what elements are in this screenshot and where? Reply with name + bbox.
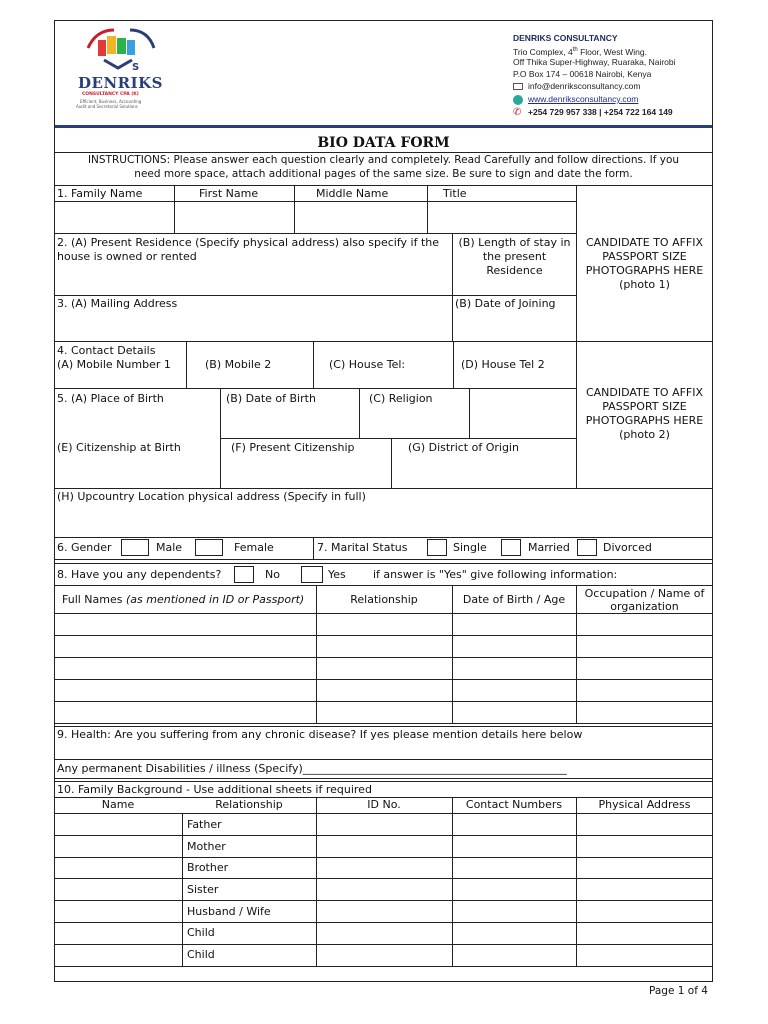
- place-of-birth-label: 5. (A) Place of Birth: [57, 392, 164, 405]
- dependents-row[interactable]: [55, 702, 712, 722]
- family-header-address: Physical Address: [598, 798, 691, 811]
- dependents-yes-checkbox[interactable]: [301, 566, 323, 583]
- family-relation-sister: Sister: [187, 883, 219, 896]
- photo-1-label: (photo 1): [619, 278, 670, 291]
- family-row[interactable]: [55, 836, 182, 856]
- place-of-birth-field[interactable]: [55, 407, 219, 437]
- citizenship-at-birth-label: (E) Citizenship at Birth: [57, 441, 181, 454]
- mobile-1-label: (A) Mobile Number 1: [57, 358, 171, 371]
- district-of-origin-field[interactable]: [392, 456, 575, 487]
- photo-1-label: PASSPORT SIZE: [602, 250, 687, 263]
- length-of-stay-label: the present: [482, 250, 547, 263]
- length-of-stay-label: (B) Length of stay in: [458, 236, 571, 249]
- present-citizenship-field[interactable]: [221, 456, 390, 487]
- family-row[interactable]: [55, 901, 182, 921]
- dependents-no-label: No: [265, 568, 280, 581]
- date-of-joining-field[interactable]: [453, 312, 575, 340]
- family-relation-spouse: Husband / Wife: [187, 905, 271, 918]
- upcountry-location-label: (H) Upcountry Location physical address (Specify in full): [57, 490, 366, 503]
- house-tel-field[interactable]: [314, 374, 452, 387]
- form-title: BIO DATA FORM: [317, 135, 450, 151]
- logo-tagline: Audit and Secretarial Solutions: [76, 104, 138, 109]
- marital-married-checkbox[interactable]: [501, 539, 521, 556]
- company-address: P.O Box 174 – 00618 Nairobi, Kenya: [513, 69, 652, 79]
- gender-female-checkbox[interactable]: [195, 539, 223, 556]
- marital-married-label: Married: [528, 541, 570, 554]
- date-of-joining-label: (B) Date of Joining: [455, 297, 556, 310]
- family-row[interactable]: [55, 814, 182, 834]
- company-address: Trio Complex, 4th Floor, West Wing.: [513, 46, 647, 57]
- middle-name-label: Middle Name: [316, 187, 389, 200]
- photo-1-label: PHOTOGRAPHS HERE: [585, 264, 704, 277]
- mobile-2-label: (B) Mobile 2: [205, 358, 272, 371]
- house-tel-2-field[interactable]: [454, 374, 575, 387]
- logo-sub: CONSULTANCY CPA (K): [82, 92, 139, 97]
- photo-2-label: PASSPORT SIZE: [602, 400, 687, 413]
- house-tel-label: (C) House Tel:: [329, 358, 406, 371]
- company-address: Off Thika Super-Highway, Ruaraka, Nairobi: [513, 57, 676, 67]
- dependents-row[interactable]: [55, 636, 712, 656]
- family-relation-mother: Mother: [187, 840, 226, 853]
- religion-label: (C) Religion: [369, 392, 433, 405]
- present-residence-field[interactable]: [55, 266, 451, 294]
- dependents-row[interactable]: [55, 680, 712, 700]
- present-residence-label: 2. (A) Present Residence (Specify physical address) also specify if the: [57, 236, 440, 249]
- family-name-field[interactable]: [55, 202, 173, 233]
- family-row[interactable]: [55, 879, 182, 899]
- family-header-relationship: Relationship: [215, 798, 283, 811]
- family-relation-child: Child: [187, 948, 215, 961]
- gender-male-checkbox[interactable]: [121, 539, 149, 556]
- upcountry-location-field[interactable]: [55, 506, 712, 536]
- photo-2-label: PHOTOGRAPHS HERE: [585, 414, 704, 427]
- gender-male-label: Male: [156, 541, 183, 554]
- svg-text:S: S: [132, 62, 140, 73]
- company-email[interactable]: info@denriksconsultancy.com: [528, 81, 641, 91]
- dependents-row[interactable]: [55, 658, 712, 678]
- phone-icon: ✆: [513, 107, 522, 118]
- photo-2-label: (photo 2): [619, 428, 670, 441]
- title-label: Title: [443, 187, 467, 200]
- dependents-row[interactable]: [55, 614, 712, 634]
- district-of-origin-label: (G) District of Origin: [408, 441, 519, 454]
- religion-field[interactable]: [360, 407, 468, 437]
- date-of-birth-field[interactable]: [221, 407, 358, 437]
- photo-2-label: CANDIDATE TO AFFIX: [585, 386, 704, 399]
- page-number: Page 1 of 4: [649, 985, 708, 997]
- dependents-no-checkbox[interactable]: [234, 566, 254, 583]
- mailing-address-label: 3. (A) Mailing Address: [57, 297, 178, 310]
- marital-single-checkbox[interactable]: [427, 539, 447, 556]
- family-background-title: 10. Family Background - Use additional sheets if required: [57, 783, 372, 796]
- contact-details-label: 4. Contact Details: [57, 344, 156, 357]
- length-of-stay-label: Residence: [486, 264, 543, 277]
- health-field[interactable]: [55, 744, 712, 758]
- family-header-contact: Contact Numbers: [465, 798, 563, 811]
- dependents-header-occupation: organization: [610, 600, 679, 613]
- marital-single-label: Single: [453, 541, 487, 554]
- marital-divorced-label: Divorced: [603, 541, 652, 554]
- company-phone: +254 729 957 338 | +254 722 164 149: [528, 107, 673, 117]
- marital-status-label: 7. Marital Status: [317, 541, 408, 554]
- logo-tagline: Efficient, Business, Accounting: [80, 99, 142, 104]
- first-name-label: First Name: [199, 187, 259, 200]
- dependents-header-relationship: Relationship: [350, 593, 418, 606]
- logo-name: DENRIKS: [78, 74, 164, 92]
- family-relation-brother: Brother: [187, 861, 229, 874]
- instructions: INSTRUCTIONS: Please answer each question clearly and completely. Read Carefully and follow directions. If you: [87, 154, 680, 166]
- gender-female-label: Female: [234, 541, 274, 554]
- photo-1-label: CANDIDATE TO AFFIX: [585, 236, 704, 249]
- first-name-field[interactable]: [175, 202, 293, 233]
- gender-label: 6. Gender: [57, 541, 112, 554]
- middle-name-field[interactable]: [295, 202, 426, 233]
- disability-label[interactable]: Any permanent Disabilities / illness (Specify)________________________________________________: [57, 762, 567, 775]
- mailing-address-field[interactable]: [55, 312, 451, 340]
- title-field[interactable]: [428, 202, 575, 233]
- mobile-1-field[interactable]: [55, 374, 185, 387]
- dependents-yes-label: Yes: [328, 568, 346, 581]
- present-citizenship-label: (F) Present Citizenship: [231, 441, 355, 454]
- dependents-note: if answer is "Yes" give following information:: [373, 568, 618, 581]
- mobile-2-field[interactable]: [187, 374, 312, 387]
- family-name-label: 1. Family Name: [57, 187, 143, 200]
- family-row[interactable]: [55, 945, 182, 965]
- company-name: DENRIKS CONSULTANCY: [513, 33, 618, 43]
- company-website[interactable]: www.denriksconsultancy.com: [528, 94, 639, 104]
- family-header-name: Name: [101, 798, 135, 811]
- family-row[interactable]: [55, 923, 182, 943]
- dependents-header-names: Full Names (as mentioned in ID or Passport): [62, 593, 305, 606]
- instructions: need more space, attach additional pages of the same size. Be sure to sign and date the form.: [134, 168, 633, 180]
- dependents-header-occupation: Occupation / Name of: [584, 587, 705, 600]
- dependents-question: 8. Have you any dependents?: [57, 568, 222, 581]
- family-header-id: ID No.: [367, 798, 401, 811]
- health-question: 9. Health: Are you suffering from any chronic disease? If yes please mention details here below: [57, 728, 583, 741]
- dependents-header-dob: Date of Birth / Age: [462, 593, 566, 606]
- marital-divorced-checkbox[interactable]: [577, 539, 597, 556]
- citizenship-at-birth-field[interactable]: [55, 456, 219, 487]
- family-relation-father: Father: [187, 818, 222, 831]
- family-row[interactable]: [55, 858, 182, 877]
- date-of-birth-label: (B) Date of Birth: [226, 392, 316, 405]
- family-relation-child: Child: [187, 926, 215, 939]
- present-residence-label: house is owned or rented: [57, 250, 197, 263]
- house-tel-2-label: (D) House Tel 2: [461, 358, 545, 371]
